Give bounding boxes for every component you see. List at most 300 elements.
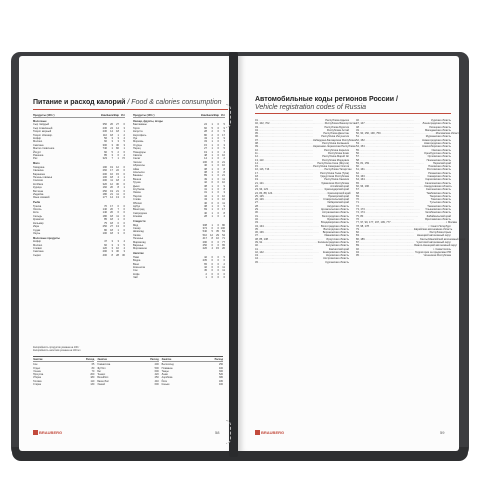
food-value: 2	[123, 133, 125, 137]
food-value: 38	[204, 184, 207, 188]
food-value: 0	[223, 276, 225, 280]
food-value: 1	[211, 177, 213, 181]
region-code: 30	[255, 211, 258, 215]
region-code: 58	[356, 158, 359, 162]
food-value: 0	[123, 214, 125, 218]
food-value: 5	[211, 230, 213, 234]
food-value: 71	[222, 237, 225, 241]
region-code: 03	[255, 125, 258, 129]
activity-name: Отдых	[33, 366, 41, 370]
region-leader: ............................................................	[364, 122, 420, 126]
region-leader: ............................................................	[257, 125, 314, 129]
region-code: 19	[255, 178, 258, 182]
activity-name: Йога	[161, 379, 167, 383]
region-name: Ростовская область	[427, 168, 451, 172]
food-value: 4	[123, 136, 125, 140]
region-leader: ............................................................	[358, 148, 415, 152]
food-value: 3	[111, 250, 113, 254]
region-leader: ............................................................	[262, 240, 318, 244]
region-leader: ............................................................	[257, 145, 314, 149]
activity-name: Бег	[97, 369, 102, 373]
region-leader: ............................................................	[364, 145, 420, 149]
food-value: 7	[223, 140, 225, 144]
food-value: 82	[116, 147, 119, 151]
food-value: 2	[211, 133, 213, 137]
activity-name: Баскетбол	[97, 379, 109, 383]
activity-name: Плавание	[161, 366, 173, 370]
food-name: Творог обезжир.	[33, 133, 53, 137]
food-value: 8	[223, 188, 225, 192]
food-header-name: Продукты (100 г)	[33, 114, 55, 117]
region-leader: ............................................................	[358, 171, 415, 175]
region-name: Тверская область	[429, 194, 451, 198]
region-leader: ............................................................	[358, 135, 415, 139]
food-value: 18	[116, 179, 119, 183]
region-code: 83	[356, 234, 359, 238]
food-name: Арбуз	[133, 205, 141, 209]
food-value: 72	[122, 157, 125, 161]
food-value: 3	[223, 191, 225, 195]
activity-value: 300	[218, 369, 223, 373]
food-name: Ряженка	[33, 153, 44, 157]
food-value: 15	[204, 143, 207, 147]
food-value: 0	[217, 153, 219, 157]
food-value: 18	[110, 175, 113, 179]
food-name: Слива	[133, 198, 141, 202]
activity-header-value: Расход	[214, 358, 223, 361]
food-value: 38	[204, 171, 207, 174]
food-value: 0	[217, 262, 219, 266]
food-value: 60	[104, 243, 107, 247]
food-value: 0	[217, 244, 219, 248]
food-header-c4: Угл	[120, 114, 125, 117]
food-value: 80	[204, 133, 207, 137]
region-name: Ямало-Ненецкий автономный округ	[414, 244, 458, 248]
food-name: Горох	[133, 126, 140, 130]
food-value: 0	[211, 244, 213, 248]
activity-name: Уборка	[33, 376, 41, 380]
food-value: 0	[217, 276, 219, 280]
food-value: 9	[223, 205, 225, 209]
food-value: 5	[223, 147, 225, 151]
region-name: Саратовская область	[425, 178, 451, 182]
food-value: 1	[211, 211, 213, 215]
region-name: Забайкальский край	[426, 214, 451, 218]
food-value: 60	[104, 140, 107, 144]
region-name: Чувашская Республика	[320, 181, 349, 185]
food-value: 0	[217, 126, 219, 130]
activity-value: 520	[218, 373, 223, 377]
food-value: 3	[111, 243, 113, 247]
food-value: 31	[204, 191, 207, 195]
activity-name: Коньки	[161, 383, 170, 387]
food-value: 65	[222, 244, 225, 248]
food-value: 106	[202, 160, 207, 164]
region-name: Магаданская область	[424, 128, 451, 132]
food-section-title: Сладости	[133, 220, 146, 224]
food-name: Кета	[33, 211, 39, 215]
region-leader: ............................................................	[364, 175, 420, 179]
region-name: Карачаево-Черкесская Республика	[313, 145, 356, 149]
food-value: 0	[217, 184, 219, 188]
food-value: 0	[217, 194, 219, 198]
food-value: 65	[204, 262, 207, 266]
food-name: Сыр плавленый	[33, 126, 53, 130]
region-code: 46	[356, 119, 359, 122]
food-name: Судак	[33, 228, 41, 232]
food-value: 21	[222, 160, 225, 164]
activity-header-name: Занятие	[161, 358, 172, 361]
region-code: 02, 102, 702	[255, 122, 270, 126]
region-code: 10	[255, 148, 258, 152]
region-leader: ............................................................	[364, 138, 420, 142]
food-value: 1	[211, 136, 213, 140]
region-leader: ............................................................	[364, 237, 420, 241]
region-name: Рязанская область	[428, 171, 451, 175]
food-name: Апельсин	[133, 171, 145, 174]
region-code: 25, 125	[255, 194, 264, 198]
activity-name: Теннис	[97, 373, 106, 377]
food-name: Печень говяжья	[33, 175, 53, 179]
food-name: Кефир	[33, 240, 41, 244]
region-code: 16, 116, 716	[255, 168, 270, 172]
food-row	[33, 232, 125, 235]
food-value: 230	[102, 126, 107, 130]
region-name: Оренбургская область	[423, 151, 451, 155]
food-value: 3	[117, 140, 119, 144]
food-name: Масло сливочное	[33, 147, 55, 151]
food-value: 1	[211, 167, 213, 171]
food-value: 1	[117, 133, 119, 137]
food-value: 0	[217, 272, 219, 276]
region-code: 38, 85, 138	[255, 237, 268, 241]
food-value: 350	[102, 123, 107, 127]
region-name: Республика Крым	[429, 231, 451, 235]
region-leader: ............................................................	[263, 158, 319, 162]
food-value: 0	[123, 189, 125, 193]
food-value: 110	[102, 133, 107, 137]
food-table-header	[33, 114, 125, 118]
food-header-c2: Белк	[107, 114, 114, 117]
food-value: 40	[204, 211, 207, 215]
food-name: Сырки	[33, 253, 41, 257]
region-code: 48	[356, 125, 359, 129]
food-value: 26	[110, 123, 113, 127]
food-value: 1	[211, 143, 213, 147]
food-value: 0	[117, 204, 119, 208]
region-name: Республика Бурятия	[324, 125, 349, 129]
food-value: 140	[102, 211, 107, 215]
left-title-ru: Питание и расход калорий	[33, 99, 126, 106]
region-code: 08	[255, 142, 258, 146]
region-name: Республика Хакасия	[324, 178, 349, 182]
activity-value: 250	[154, 376, 159, 380]
region-name: Тульская область	[429, 201, 451, 205]
region-leader: ............................................................	[263, 198, 319, 202]
food-value: 1	[211, 164, 213, 168]
region-name: Ленинградская область	[422, 122, 451, 126]
food-value: 9	[223, 136, 225, 140]
food-value: 140	[102, 208, 107, 212]
activity-value: 420	[154, 373, 159, 377]
activity-row	[97, 383, 158, 386]
food-value: 1	[123, 186, 125, 190]
region-name: Белгородская область	[322, 214, 349, 218]
activity-value: 180	[218, 379, 223, 383]
food-value: 1	[117, 157, 119, 161]
region-name: Сахалинская область	[424, 181, 451, 185]
activity-name: Стирка	[33, 383, 41, 387]
food-value: 1	[211, 184, 213, 188]
food-value: 6	[123, 150, 125, 154]
food-value: 42	[204, 255, 207, 259]
activity-name: Аэробика	[161, 376, 173, 380]
food-value: 43	[204, 136, 207, 140]
activity-row	[33, 383, 94, 386]
region-code: 09	[255, 145, 258, 149]
region-code: 86, 186	[356, 237, 365, 241]
pen-loop-top	[226, 104, 231, 128]
food-value: 46	[204, 201, 207, 205]
food-value: 0	[123, 182, 125, 186]
food-value: 0	[123, 221, 125, 225]
food-value: 0	[217, 240, 219, 244]
food-name: Курица	[33, 186, 42, 190]
region-name: Приморский край	[328, 194, 349, 198]
food-value: 17	[222, 133, 225, 137]
region-code: 56	[356, 151, 359, 155]
food-value: 0	[217, 191, 219, 195]
food-value: 77	[222, 240, 225, 244]
food-name: Сметана	[33, 143, 44, 147]
food-value: 0	[123, 172, 125, 176]
region-code: 57	[356, 155, 359, 159]
food-value: 20	[110, 208, 113, 212]
region-code: 01	[255, 119, 258, 122]
left-title-en: / Food & calories consumption	[127, 99, 222, 106]
food-value: 8	[223, 167, 225, 171]
food-header-c2: Белк	[207, 114, 214, 117]
food-value: 8	[111, 253, 113, 257]
food-value: 0	[211, 240, 213, 244]
region-code: 23, 93, 123	[255, 188, 268, 192]
food-value: 85	[104, 153, 107, 157]
region-name: Ульяновская область	[425, 208, 451, 212]
region-leader: ............................................................	[358, 244, 415, 248]
region-name: г. Москва	[445, 221, 457, 225]
region-leader: ............................................................	[358, 231, 415, 235]
food-value: 30	[122, 253, 125, 257]
food-value: 0	[217, 259, 219, 263]
region-code: 95	[356, 254, 359, 258]
region-leader: ............................................................	[263, 181, 319, 185]
food-value: 21	[116, 189, 119, 193]
food-value: 5	[211, 126, 213, 130]
region-leader: ............................................................	[368, 224, 425, 228]
food-name: Печенье	[133, 237, 144, 241]
food-value: 18	[110, 214, 113, 218]
region-leader: ............................................................	[257, 208, 314, 212]
food-value: 0	[217, 140, 219, 144]
food-value: 18	[110, 133, 113, 137]
region-code: 47, 147	[356, 122, 365, 126]
food-section-title: Молочные продукты	[33, 236, 60, 240]
region-code: 89	[356, 244, 359, 248]
food-value: 0	[211, 265, 213, 269]
food-name: Капуста	[133, 130, 143, 134]
food-value: 10	[222, 181, 225, 185]
food-value: 2	[211, 130, 213, 134]
food-value: 14	[116, 126, 119, 130]
food-value: 5	[223, 130, 225, 134]
food-value: 27	[204, 147, 207, 151]
food-value: 3	[117, 243, 119, 247]
food-name: Мармелад	[133, 240, 146, 244]
left-brand-logo	[33, 430, 62, 435]
food-value: 14	[110, 196, 113, 200]
food-value: 3	[123, 126, 125, 130]
food-name: Молоко	[33, 243, 43, 247]
region-name: Республика Башкортостан	[324, 122, 357, 126]
food-value: 20	[110, 186, 113, 190]
food-value: 300	[102, 143, 107, 147]
region-code: 14	[255, 161, 258, 165]
food-value: 0	[217, 177, 219, 181]
region-code: 61, 161	[356, 168, 365, 172]
food-row	[133, 215, 225, 218]
region-name: Самарская область	[427, 175, 451, 179]
food-value: 0	[217, 201, 219, 205]
region-leader: ............................................................	[368, 184, 425, 188]
food-value: 11	[222, 177, 225, 181]
food-value: 1	[211, 174, 213, 178]
region-leader: ............................................................	[257, 257, 314, 261]
region-leader: ............................................................	[358, 119, 415, 122]
food-value: 42	[204, 181, 207, 185]
food-value: 0	[123, 211, 125, 215]
food-value: 260	[102, 169, 107, 173]
food-value: 0	[123, 165, 125, 169]
food-value: 1	[117, 228, 119, 232]
food-name: Ветчина	[33, 189, 43, 193]
food-name: Творог жирный	[33, 130, 52, 134]
food-value: 190	[102, 165, 107, 169]
region-leader: ............................................................	[358, 204, 415, 208]
region-name: Территории за пределами РФ	[415, 250, 451, 254]
region-code: 12	[255, 155, 258, 159]
food-value: 0	[217, 157, 219, 161]
region-leader: ............................................................	[358, 240, 415, 244]
food-value: 3	[111, 247, 113, 251]
region-leader: ............................................................	[272, 191, 328, 195]
region-code: 33	[255, 221, 258, 225]
region-name: Астраханская область	[322, 211, 349, 215]
food-value: 19	[204, 150, 207, 154]
food-name: Креветки	[33, 218, 44, 222]
region-code: 62	[356, 171, 359, 175]
region-leader: ............................................................	[257, 184, 314, 188]
food-value: 1	[211, 194, 213, 198]
food-header-c3: Жир	[213, 114, 219, 117]
food-value: 3	[123, 250, 125, 254]
food-value: 21	[222, 174, 225, 178]
food-name: Мороженое	[133, 247, 147, 251]
region-code: 44	[255, 257, 258, 261]
region-code: 05	[255, 132, 258, 136]
region-leader: ............................................................	[358, 165, 415, 169]
food-value: 0	[123, 208, 125, 212]
region-code: 13, 113	[255, 158, 264, 162]
region-code: 72	[356, 204, 359, 208]
region-leader: ............................................................	[269, 122, 325, 126]
food-name: Язык говяжий	[33, 196, 50, 200]
region-name: Республика Калмыкия	[322, 142, 349, 146]
region-leader: ............................................................	[257, 201, 314, 205]
food-value: 0	[211, 255, 213, 259]
region-code: 11	[255, 151, 258, 155]
region-leader: ............................................................	[380, 132, 436, 136]
region-code: 76	[356, 217, 359, 221]
region-code: 06	[255, 135, 258, 139]
food-value: 0	[217, 150, 219, 154]
region-code: 34, 134	[255, 224, 264, 228]
food-table-column-1	[33, 114, 125, 257]
food-value: 47	[104, 240, 107, 244]
region-name: Курганская область	[325, 260, 349, 264]
region-leader: ............................................................	[257, 148, 314, 152]
activity-row	[162, 383, 223, 386]
food-name: Баклажаны	[133, 123, 147, 127]
food-row	[33, 196, 125, 199]
food-value: 230	[102, 130, 107, 134]
food-value: 0	[217, 223, 219, 227]
food-name: Чай	[133, 276, 138, 280]
right-page	[239, 56, 466, 451]
region-leader: ............................................................	[358, 151, 415, 155]
food-value: 2	[205, 272, 207, 276]
region-code: 26, 126	[255, 198, 264, 202]
region-code: 75, 80	[356, 214, 364, 218]
food-value: 89	[204, 174, 207, 178]
food-value: 0	[211, 181, 213, 185]
food-value: 1	[211, 153, 213, 157]
region-name: г. Санкт-Петербург	[428, 224, 451, 228]
left-page-title	[33, 99, 228, 106]
region-name: Республика Мордовия	[322, 158, 349, 162]
footnote-line: Калорийность продуктов указана на 100 г	[33, 346, 80, 349]
food-value: 100	[102, 231, 107, 235]
food-name: Картофель	[133, 133, 147, 137]
activity-value: 600	[154, 383, 159, 387]
activity-header-name: Занятие	[33, 358, 43, 361]
region-leader: ............................................................	[257, 227, 314, 231]
food-value: 290	[102, 250, 107, 254]
region-code: 22	[255, 184, 258, 188]
food-value: 400	[102, 253, 107, 257]
region-code: 66, 96, 196	[356, 184, 369, 188]
food-table-column-2	[133, 114, 225, 280]
region-code: 27	[255, 201, 258, 205]
food-value: 8	[223, 211, 225, 215]
food-value: 53	[222, 230, 225, 234]
region-name: Калужская область	[325, 244, 349, 248]
food-value: 8	[117, 186, 119, 190]
region-leader: ............................................................	[257, 260, 314, 264]
region-leader: ............................................................	[263, 250, 319, 254]
region-name: Ярославская область	[424, 217, 451, 221]
food-name: Вишня	[133, 177, 142, 181]
region-leader: ............................................................	[257, 214, 314, 218]
